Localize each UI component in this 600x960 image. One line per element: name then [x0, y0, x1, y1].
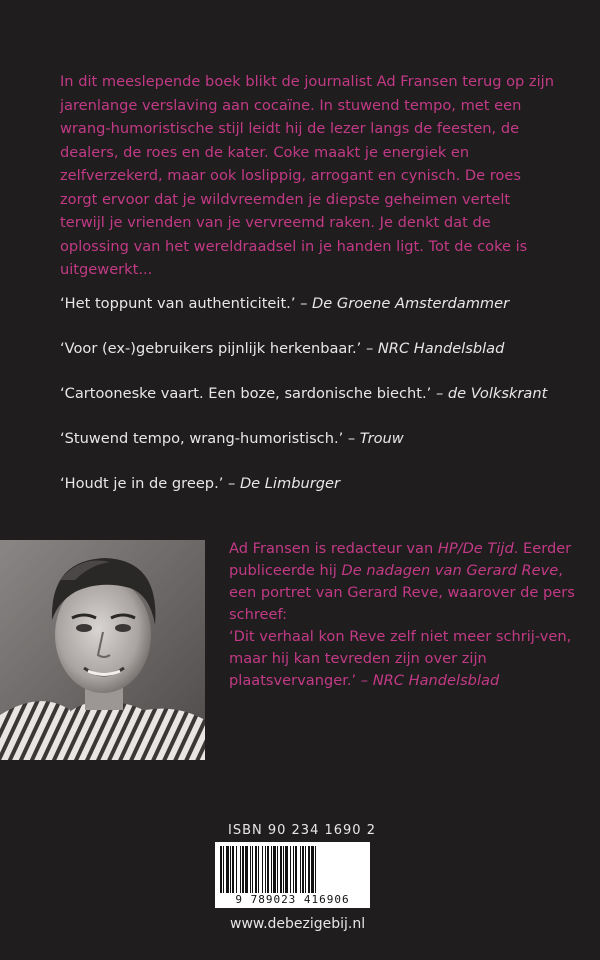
press-quote: ‘Het toppunt van authenticiteit.’ – De Groene Amsterdammer — [60, 295, 510, 312]
barcode-bar — [255, 846, 257, 894]
barcode-bar — [290, 846, 291, 894]
barcode-bar — [302, 846, 304, 894]
quote-source: De Limburger — [239, 475, 340, 492]
barcode-bar — [311, 846, 314, 894]
barcode-bar — [242, 846, 244, 894]
barcode-bar — [245, 846, 248, 894]
barcode-bar — [250, 846, 251, 894]
barcode-bar — [300, 846, 301, 894]
barcode-bar — [295, 846, 297, 894]
barcode-bar — [252, 846, 253, 894]
press-quotes — [60, 294, 560, 519]
barcode-bar — [223, 846, 224, 894]
book-title: De nadagen van Gerard Reve — [341, 562, 559, 579]
isbn-label: ISBN 90 234 1690 2 — [228, 823, 376, 838]
quote-source: Trouw — [359, 430, 404, 447]
barcode-number: 9 789023 416906 — [215, 893, 370, 906]
barcode-bar — [273, 846, 276, 894]
magazine-title: HP/De Tijd — [437, 540, 514, 557]
barcode-bar — [240, 846, 241, 894]
barcode-bar — [283, 846, 284, 894]
publisher-url: www.debezigebij.nl — [230, 916, 366, 932]
quote-source: NRC Handelsblad — [377, 340, 505, 357]
barcode-bar — [226, 846, 229, 894]
barcode-bar — [267, 846, 269, 894]
barcode-bar — [230, 846, 231, 894]
bio-quote: ‘Dit verhaal kon Reve zelf niet meer schrij-ven, maar hij kan tevreden zijn over zijn plaatsvervanger.’ – — [229, 628, 572, 689]
barcode-bar — [220, 846, 222, 894]
press-quote: ‘Houdt je in de greep.’ – De Limburger — [60, 475, 340, 492]
quote-source: de Volkskrant — [447, 385, 548, 402]
author-photo — [0, 540, 205, 760]
barcode-bar — [236, 846, 237, 894]
barcode-bar — [232, 846, 234, 894]
barcode-bar — [305, 846, 306, 894]
press-quote: ‘Stuwend tempo, wrang-humoristisch.’ – Trouw — [60, 430, 404, 447]
press-quote: ‘Voor (ex-)gebruikers pijnlijk herkenbaar.’ – NRC Handelsblad — [60, 340, 505, 357]
author-bio: Ad Fransen is redacteur van HP/De Tijd. Eerder publiceerde hij De nadagen van Gerard Reve, een portret van Gerard Reve, waarover de pers schreef: ‘Dit verhaal kon Reve zelf niet meer schrij-ven, maar hij kan tevreden zijn over zijn plaatsvervanger.’ – NRC Handelsblad — [229, 540, 575, 689]
barcode-bar — [315, 846, 316, 894]
quote-source: De Groene Amsterdammer — [312, 295, 510, 312]
barcode-bar — [277, 846, 278, 894]
barcode-bar — [262, 846, 263, 894]
back-cover-blurb: In dit meeslepende boek blikt de journalist Ad Fransen terug op zijn jarenlange verslaving aan cocaïne. In stuwend tempo, met een wrang-humoristische stijl leidt hij de lezer langs de feesten, de dealers, de roes en de kater. Coke maakt je energiek en zelfverzekerd, maar ook loslippig, arrogant en cynisch. De roes zorgt ervoor dat je wildvreemden je diepste geheimen vertelt terwijl je vrienden van je vervreemd raken. Je denkt dat de oplossing van het wereldraadsel in je handen ligt. Tot de coke is uitgewerkt... — [60, 73, 554, 278]
press-quote: ‘Cartooneske vaart. Een boze, sardonische biecht.’ – de Volkskrant — [60, 385, 548, 402]
barcode-bar — [271, 846, 272, 894]
barcode-bar — [280, 846, 282, 894]
barcode-bar — [308, 846, 310, 894]
barcode-bar — [285, 846, 288, 894]
barcode-bar — [265, 846, 266, 894]
barcode — [215, 842, 370, 908]
barcode-bar — [258, 846, 259, 894]
bio-quote-source: NRC Handelsblad — [372, 672, 500, 689]
barcode-bar — [293, 846, 294, 894]
